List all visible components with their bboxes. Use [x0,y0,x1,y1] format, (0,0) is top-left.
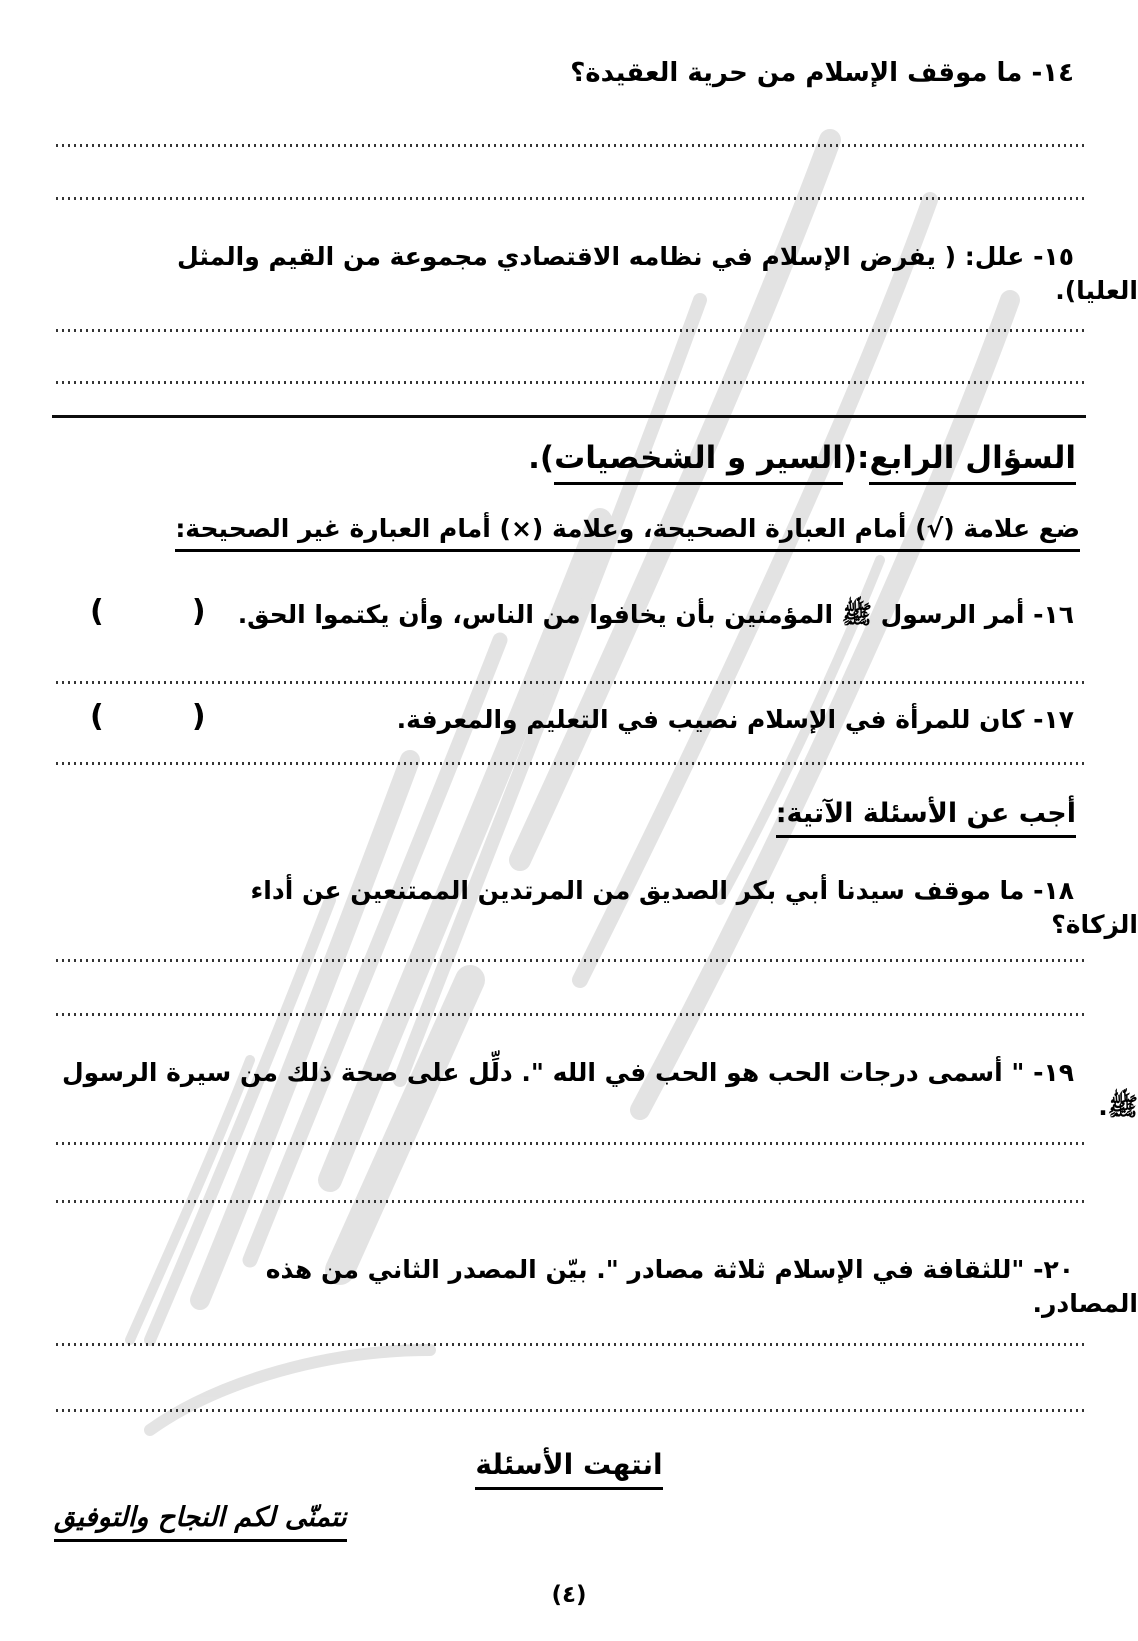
question-15-body: ( يفرض الإسلام في نظامه الاقتصادي مجموعة من القيم والمثل العليا). [177,242,1138,305]
essay-subheading-text: أجب عن الأسئلة الآتية: [776,798,1076,838]
question-20 [0,1253,1138,1321]
good-luck-note-text: نتمنّى لكم النجاح والتوفيق [54,1502,347,1542]
question-14 [0,56,1138,91]
answer-line [56,144,1088,147]
section-four-header [0,440,1138,485]
answer-line [56,329,1088,332]
end-of-questions [0,1448,1138,1481]
answer-line [56,681,1088,684]
section-four-paren-open: ( [842,440,858,476]
question-18-text: ١٨- ما موقف سيدنا أبي بكر الصديق من المرتدين الممتنعين عن أداء الزكاة؟ [250,876,1138,939]
answer-line [56,1409,1088,1412]
answer-line [56,1013,1088,1016]
question-19 [0,1056,1138,1124]
good-luck-note [54,1502,347,1533]
tf-item-16-answer-box: ( ) [90,594,212,629]
end-of-questions-text: انتهت الأسئلة [475,1448,662,1490]
answer-line [56,197,1088,200]
section-four-topic: السير و الشخصيات [554,440,843,485]
question-20-text: ٢٠- "للثقافة في الإسلام ثلاثة مصادر ". بيّن المصدر الثاني من هذه المصادر. [265,1255,1138,1318]
answer-line [56,1343,1088,1346]
page-number [0,1582,1138,1608]
tf-item-17 [0,699,1138,737]
true-false-instruction [0,514,1138,543]
answer-line [56,1142,1088,1145]
question-15-text [177,242,1138,305]
section-four-colon: : [857,440,870,476]
tf-item-16-text: ١٦- أمر الرسول ﷺ المؤمنين بأن يخافوا من الناس، وأن يكتموا الحق. [237,600,1074,629]
tf-item-17-answer-box: ( ) [90,699,212,734]
answer-line [56,762,1088,765]
question-15-keyword: علل: [964,242,1025,271]
section-divider [52,415,1086,418]
question-15-number: ١٥- [1033,242,1074,271]
section-four-title: السؤال الرابع [869,440,1076,485]
question-15 [0,240,1138,308]
tf-item-17-text: ١٧- كان للمرأة في الإسلام نصيب في التعليم والمعرفة. [396,705,1074,734]
true-false-instruction-text: ضع علامة (√) أمام العبارة الصحيحة، وعلامة (×) أمام العبارة غير الصحيحة: [175,514,1080,552]
section-four-paren-close: ). [528,440,555,476]
question-18 [0,874,1138,942]
tf-item-16 [0,594,1138,632]
question-19-text: ١٩- " أسمى درجات الحب هو الحب في الله ". دلِّل على صحة ذلك من سيرة الرسول ﷺ. [61,1058,1138,1121]
answer-line [56,1200,1088,1203]
question-14-text: ١٤- ما موقف الإسلام من حرية العقيدة؟ [570,58,1074,88]
essay-subheading [0,798,1138,829]
answer-line [56,381,1088,384]
page-number-text: (٤) [551,1582,587,1608]
answer-line [56,959,1088,962]
